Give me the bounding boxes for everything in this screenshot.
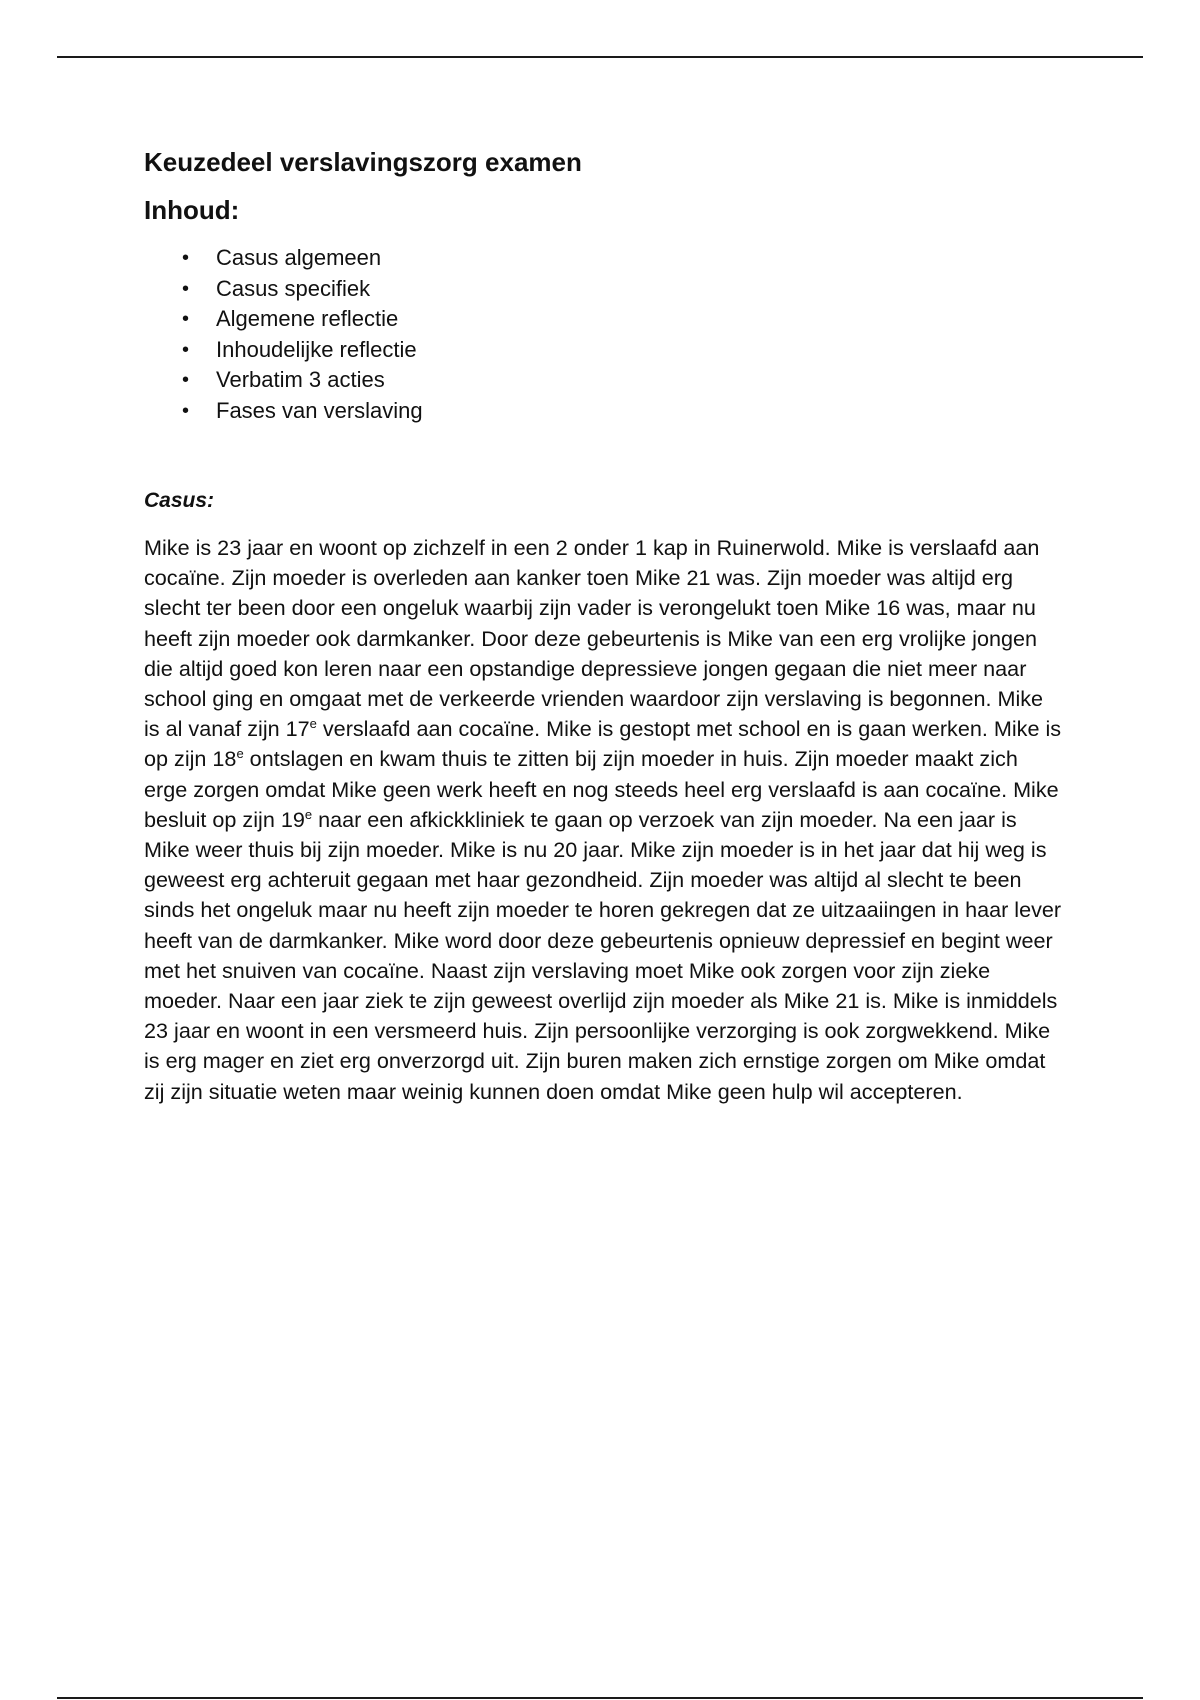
toc-list <box>144 243 1074 426</box>
toc-item: • Inhoudelijke reflectie <box>182 335 1074 366</box>
toc-item: • Verbatim 3 acties <box>182 365 1074 396</box>
toc-heading: Inhoud: <box>144 195 240 225</box>
toc-item: • Casus specifiek <box>182 274 1074 305</box>
document-title: Keuzedeel verslavingszorg examen <box>144 147 582 177</box>
bullet-icon: • <box>182 277 190 300</box>
bullet-icon: • <box>182 399 190 422</box>
casus-paragraph: Mike is 23 jaar en woont op zichzelf in een 2 onder 1 kap in Ruinerwold. Mike is verslaafd aan cocaïne. Zijn moeder is overleden aan kanker toen Mike 21 was. Zijn moeder was altijd erg slecht ter been door een ongeluk waarbij zijn vader is verongelukt toen Mike 16 was, maar nu heeft zijn moeder ook darmkanker. Door deze gebeurtenis is Mike van een erg vrolijke jongen die altijd goed kon leren naar een opstandige depressieve jongen gegaan die niet meer naar school ging en omgaat met de verkeerde vrienden waardoor zijn verslaving is begonnen. Mike is al vanaf zijn 17e verslaafd aan cocaïne. Mike is gestopt met school en is gaan werken. Mike is op zijn 18e ontslagen en kwam thuis te zitten bij zijn moeder in huis. Zijn moeder maakt zich erge zorgen omdat Mike geen werk heeft en nog steeds heel erg verslaafd is aan cocaïne. Mike besluit op zijn 19e naar een afkickkliniek te gaan op verzoek van zijn moeder. Na een jaar is Mike weer thuis bij zijn moeder. Mike is nu 20 jaar. Mike zijn moeder is in het jaar dat hij weg is geweest erg achteruit gegaan met haar gezondheid. Zijn moeder was altijd al slecht te been sinds het ongeluk maar nu heeft zijn moeder te horen gekregen dat ze uitzaaiingen in haar lever heeft van de darmkanker. Mike word door deze gebeurtenis opnieuw depressief en begint weer met het snuiven van cocaïne. Naast zijn verslaving moet Mike ook zorgen voor zijn zieke moeder. Naar een jaar ziek te zijn geweest overlijd zijn moeder als Mike 21 is. Mike is inmiddels 23 jaar en woont in een versmeerd huis. Zijn persoonlijke verzorging is ook zorgwekkend. Mike is erg mager en ziet erg onverzorgd uit. Zijn buren maken zich ernstige zorgen om Mike omdat zij zijn situatie weten maar weinig kunnen doen omdat Mike geen hulp wil accepteren. <box>144 535 1062 1104</box>
page-content <box>144 144 1074 1107</box>
bullet-icon: • <box>182 338 190 361</box>
bullet-icon: • <box>182 308 190 330</box>
ordinal-mark: e <box>304 806 313 822</box>
toc-item: • Algemene reflectie <box>182 304 1074 335</box>
bullet-icon: • <box>182 247 190 269</box>
ordinal-mark: e <box>236 746 244 762</box>
casus-label: Casus: <box>144 489 215 512</box>
header-rule <box>57 56 1143 58</box>
ordinal-mark: e <box>309 716 317 732</box>
toc-item: • Fases van verslaving <box>182 396 1074 427</box>
footer-rule <box>57 1697 1143 1699</box>
bullet-icon: • <box>182 369 190 391</box>
toc-item: • Casus algemeen <box>182 243 1074 274</box>
